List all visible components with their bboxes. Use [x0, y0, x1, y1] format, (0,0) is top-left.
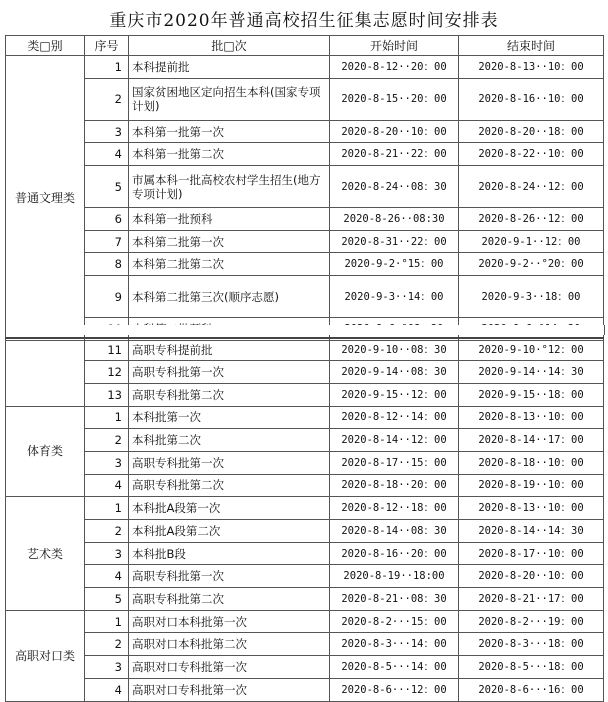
batch-cell: 市属本科一批高校农村学生招生(地方专项计划) — [129, 166, 330, 208]
start-time-cell: 2020-8-31··22：00 — [330, 230, 459, 253]
end-time-cell: 2020-9-10·°12：00 — [459, 338, 604, 361]
batch-cell: 本科批B段 — [129, 542, 330, 565]
seq-cell: 2 — [85, 429, 129, 452]
end-time-cell: 2020-9-2··°20：00 — [459, 253, 604, 276]
batch-cell: 本科批第二次 — [129, 429, 330, 452]
table-row — [6, 276, 604, 318]
seq-cell: 1 — [85, 406, 129, 429]
end-time-cell: 2020-8-19··10：00 — [459, 474, 604, 497]
batch-cell: 高职专科批第二次 — [129, 383, 330, 406]
start-time-cell: 2020-9-14··08：30 — [330, 361, 459, 384]
end-time-cell: 2020-8-5···18：00 — [459, 656, 604, 679]
header-category: 类□别 — [6, 36, 85, 56]
end-time-cell: 2020-8-14··17：00 — [459, 429, 604, 452]
table-row — [6, 166, 604, 208]
seq-cell: 4 — [85, 474, 129, 497]
batch-cell: 本科批A段第一次 — [129, 497, 330, 520]
end-time-cell: 2020-8-22··10：00 — [459, 143, 604, 166]
seq-cell: 9 — [85, 276, 129, 318]
batch-cell: 本科提前批 — [129, 56, 330, 79]
batch-cell: 本科第一批第二次 — [129, 143, 330, 166]
start-time-cell: 2020-9-2·°15：00 — [330, 253, 459, 276]
end-time-cell: 2020-9-1··12：00 — [459, 230, 604, 253]
start-time-cell: 2020-8-18··20：00 — [330, 474, 459, 497]
table-row — [6, 474, 604, 497]
start-time-cell: 2020-8-21··22：00 — [330, 143, 459, 166]
end-time-cell: 2020-8-13··10：00 — [459, 406, 604, 429]
start-time-cell: 2020-8-15··20：00 — [330, 78, 459, 120]
seq-cell: 5 — [85, 166, 129, 208]
end-time-cell: 2020-8-13··10：00 — [459, 497, 604, 520]
seq-cell: 8 — [85, 253, 129, 276]
batch-cell: 高职对口本科批第一次 — [129, 610, 330, 633]
table-row — [6, 78, 604, 120]
table-header-row — [6, 36, 604, 56]
batch-cell: 本科第二批第三次(顺序志愿) — [129, 276, 330, 318]
batch-cell: 本科第二批第一次 — [129, 230, 330, 253]
start-time-cell: 2020-8-2···15：00 — [330, 610, 459, 633]
header-start: 开始时间 — [330, 36, 459, 56]
seq-cell: 5 — [85, 588, 129, 611]
batch-cell: 本科第一批第一次 — [129, 120, 330, 143]
table-row — [6, 253, 604, 276]
seq-cell: 2 — [85, 78, 129, 120]
category-cell: 高职对口类 — [6, 610, 85, 701]
start-time-cell: 2020-8-5···14：00 — [330, 656, 459, 679]
batch-cell: 本科批A段第二次 — [129, 520, 330, 543]
end-time-cell: 2020-8-13··10：00 — [459, 56, 604, 79]
header-seq: 序号 — [85, 36, 129, 56]
batch-cell: 高职专科提前批 — [129, 338, 330, 361]
batch-cell: 高职专科批第一次 — [129, 451, 330, 474]
batch-cell: 本科第一批预科 — [129, 208, 330, 231]
seq-cell: 3 — [85, 656, 129, 679]
page-title: 重庆市2020年普通高校招生征集志愿时间安排表 — [109, 11, 499, 31]
table-row — [6, 520, 604, 543]
start-time-cell: 2020-9-3··14：00 — [330, 276, 459, 318]
batch-cell: 高职对口专科批第一次 — [129, 678, 330, 701]
batch-cell: 本科批第一次 — [129, 406, 330, 429]
table-row — [6, 656, 604, 679]
seq-cell: 2 — [85, 520, 129, 543]
batch-cell: 高职对口本科批第二次 — [129, 633, 330, 656]
table-row — [6, 338, 604, 361]
start-time-cell: 2020-8-20··10：00 — [330, 120, 459, 143]
schedule-table-top — [5, 35, 604, 341]
category-cell — [6, 338, 85, 406]
category-cell: 艺术类 — [6, 497, 85, 610]
start-time-cell: 2020-8-26··08:30 — [330, 208, 459, 231]
table-row — [6, 565, 604, 588]
start-time-cell: 2020-9-15··12：00 — [330, 383, 459, 406]
end-time-cell: 2020-8-2···19：00 — [459, 610, 604, 633]
seq-cell: 3 — [85, 120, 129, 143]
end-time-cell: 2020-8-18··10：00 — [459, 451, 604, 474]
start-time-cell: 2020-8-17··15：00 — [330, 451, 459, 474]
table-row — [6, 56, 604, 79]
batch-cell: 高职专科批第二次 — [129, 474, 330, 497]
batch-cell: 高职专科批第二次 — [129, 588, 330, 611]
table-row — [6, 406, 604, 429]
table-break — [5, 325, 605, 335]
start-time-cell: 2020-9-10··08：30 — [330, 338, 459, 361]
start-time-cell: 2020-8-12··18：00 — [330, 497, 459, 520]
start-time-cell: 2020-8-6···12：00 — [330, 678, 459, 701]
seq-cell: 1 — [85, 497, 129, 520]
end-time-cell: 2020-8-26··12：00 — [459, 208, 604, 231]
seq-cell: 13 — [85, 383, 129, 406]
batch-cell: 高职专科批第一次 — [129, 565, 330, 588]
batch-cell: 高职专科批第一次 — [129, 361, 330, 384]
table-row — [6, 633, 604, 656]
seq-cell: 7 — [85, 230, 129, 253]
seq-cell: 3 — [85, 451, 129, 474]
start-time-cell: 2020-8-14··08：30 — [330, 520, 459, 543]
start-time-cell: 2020-8-24··08：30 — [330, 166, 459, 208]
start-time-cell: 2020-8-21··08：30 — [330, 588, 459, 611]
table-row — [6, 361, 604, 384]
end-time-cell: 2020-9-14··14：30 — [459, 361, 604, 384]
end-time-cell: 2020-9-15··18：00 — [459, 383, 604, 406]
end-time-cell: 2020-8-6···16：00 — [459, 678, 604, 701]
batch-cell: 国家贫困地区定向招生本科(国家专项计划) — [129, 78, 330, 120]
seq-cell: 1 — [85, 610, 129, 633]
header-batch: 批□次 — [129, 36, 330, 56]
table-row — [6, 542, 604, 565]
start-time-cell: 2020-8-16··20：00 — [330, 542, 459, 565]
table-row — [6, 429, 604, 452]
table-row — [6, 208, 604, 231]
seq-cell: 11 — [85, 338, 129, 361]
start-time-cell: 2020-8-3···14：00 — [330, 633, 459, 656]
table-row — [6, 230, 604, 253]
end-time-cell: 2020-8-3···18：00 — [459, 633, 604, 656]
table-row — [6, 678, 604, 701]
batch-cell: 本科第二批第二次 — [129, 253, 330, 276]
table-row — [6, 120, 604, 143]
end-time-cell: 2020-8-24··12：00 — [459, 166, 604, 208]
start-time-cell: 2020-8-12··20：00 — [330, 56, 459, 79]
seq-cell: 4 — [85, 143, 129, 166]
header-end: 结束时间 — [459, 36, 604, 56]
schedule-table-bottom — [5, 337, 604, 702]
table-row — [6, 610, 604, 633]
seq-cell: 12 — [85, 361, 129, 384]
start-time-cell: 2020-8-12··14：00 — [330, 406, 459, 429]
table-row — [6, 497, 604, 520]
table-row — [6, 451, 604, 474]
end-time-cell: 2020-8-16··10：00 — [459, 78, 604, 120]
category-cell: 体育类 — [6, 406, 85, 497]
end-time-cell: 2020-9-3··18：00 — [459, 276, 604, 318]
end-time-cell: 2020-8-21··17：00 — [459, 588, 604, 611]
seq-cell: 1 — [85, 56, 129, 79]
seq-cell: 6 — [85, 208, 129, 231]
table-row — [6, 383, 604, 406]
table-row — [6, 588, 604, 611]
table-row — [6, 143, 604, 166]
start-time-cell: 2020-8-19··18:00 — [330, 565, 459, 588]
category-cell: 普通文理类 — [6, 56, 85, 341]
seq-cell: 3 — [85, 542, 129, 565]
end-time-cell: 2020-8-20··18：00 — [459, 120, 604, 143]
end-time-cell: 2020-8-14··14：30 — [459, 520, 604, 543]
seq-cell: 2 — [85, 633, 129, 656]
batch-cell: 高职对口专科批第一次 — [129, 656, 330, 679]
end-time-cell: 2020-8-17··10：00 — [459, 542, 604, 565]
end-time-cell: 2020-8-20··10：00 — [459, 565, 604, 588]
start-time-cell: 2020-8-14··12：00 — [330, 429, 459, 452]
seq-cell: 4 — [85, 678, 129, 701]
seq-cell: 4 — [85, 565, 129, 588]
